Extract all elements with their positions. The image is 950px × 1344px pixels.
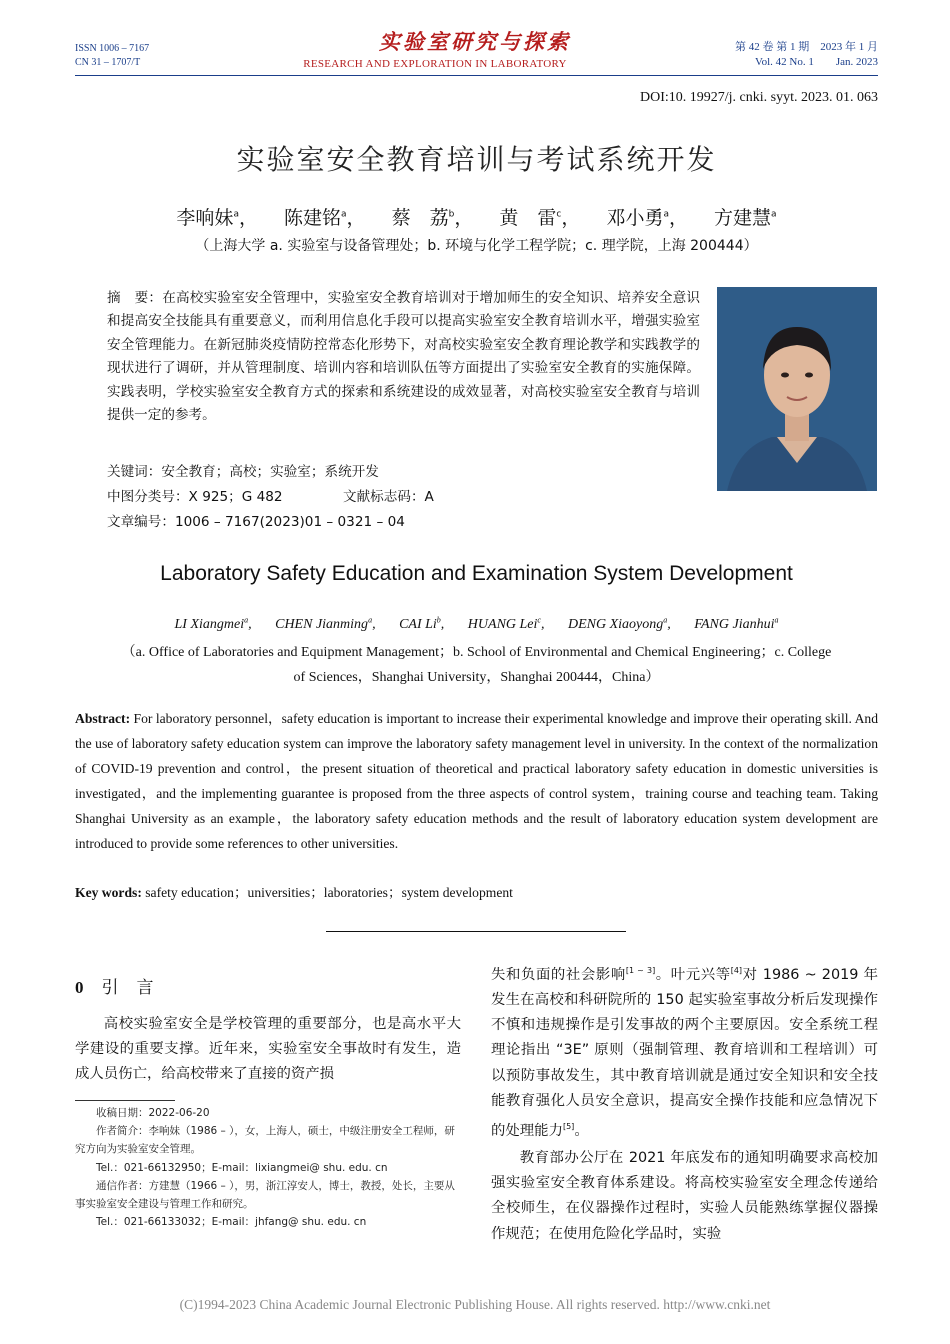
author-cn: 蔡 荔$^b$， — [391, 207, 474, 229]
footnote-corresponding-contact: Tel.：021-66133032；E-mail：jhfang@ shu. edu. cn — [96, 1216, 367, 1229]
keywords-en: Key words: safety education；universities；laboratories；system development — [75, 885, 513, 900]
affiliation-en: （a. Office of Laboratories and Equipment Management；b. School of Environmental and Chemical Engineering；c. College of Sciences，Shanghai University，Shanghai 200444，China） — [121, 645, 832, 685]
keywords-cn: 关键词：安全教育；高校；实验室；系统开发 — [107, 464, 379, 480]
citation[interactable]: [5] — [562, 1122, 575, 1132]
footnote-rule — [75, 1100, 175, 1101]
document-code: 文献标志码：A — [343, 489, 434, 505]
paper-title-en: Laboratory Safety Education and Examination System Development — [160, 562, 793, 585]
issn-block — [75, 42, 149, 70]
abstract-cn-label: 摘 要： — [107, 290, 163, 306]
body-paragraph-left: 高校实验室安全是学校管理的重要部分，也是高水平大学建设的重要支撑。近年来，实验室安全事故时有发生，造成人员伤亡，给高校带来了直接的资产损 — [75, 1016, 461, 1083]
body-column-right — [491, 958, 878, 1247]
author-en: DENG Xiaoyong$^a$, — [567, 615, 671, 632]
body-paragraph: 失和负面的社会影响[1 ~ 3]。叶元兴等[4]对 1986 ~ 2019 年发生在高校和科研院所的 150 起实验室事故分析后发现操作不慎和违规操作是引发事故的两个主要原因。安全系统工程理论指出 “3E” 原则（强制管理、教育培训和工程培训）可以预防事故发生，其中教育培训就是通过安全知识和安全技能教育强化人员安全意识，提高安全操作技能和应急情况下的处理能力[5]。 — [491, 966, 878, 1139]
citation[interactable]: [1 ~ 3] — [625, 966, 656, 975]
abstract-cn-text: 在高校实验室安全管理中，实验室安全教育培训对于增加师生的安全知识、培养安全意识和提高安全技能具有重要意义，而利用信息化手段可以提高实验室安全教育培训水平，增强实验室安全管理能力。在新冠肺炎疫情防控常态化形势下，对高校实验室安全教育理论教学和实践教学的现状进行了调研，并从管理制度、培训内容和培训队伍等方面提出了实验室安全教育的实施保障。实践表明，学校实验室安全教育方式的探索和系统建设的成效显著，对高校实验室安全教育与培训提供一定的参考。 — [107, 290, 701, 424]
abstract-en-label: Abstract — [75, 711, 126, 726]
journal-title-en: RESEARCH AND EXPLORATION IN LABORATORY — [303, 58, 567, 70]
author-en: CAI Li$^b$, — [399, 615, 445, 632]
author-list-cn — [75, 203, 878, 230]
author-list-en — [75, 615, 878, 633]
footnote-author-bio: 作者简介：李响妹（1986 – ），女，上海人，硕士，中级注册安全工程师，研究方向为实验室安全管理。 — [75, 1125, 455, 1156]
volume-block — [700, 40, 878, 70]
author-cn: 李响妹$^a$， — [176, 207, 258, 229]
issn: ISSN 1006 – 7167 — [75, 43, 150, 54]
author-cn: 陈建铭$^a$， — [284, 207, 366, 229]
keywords-en-text: safety education；universities；laboratories；system development — [145, 885, 513, 900]
section-divider — [326, 931, 626, 932]
article-number: 文章编号：1006 – 7167(2023)01 – 0321 – 04 — [107, 514, 405, 530]
footnote-author-contact: Tel.：021-66132950；E-mail：lixiangmei@ shu. edu. cn — [96, 1161, 388, 1174]
body-paragraph: 教育部办公厅在 2021 年底发布的通知明确要求高校加强实验室安全教育体系建设。将高校实验室安全理念传递给全校师生，在仪器操作过程时，实验人员能熟练掌握仪器操作规范；在使用危险化学品时，实验 — [491, 1150, 878, 1242]
author-cn: 邓小勇$^a$， — [606, 207, 688, 229]
author-en: CHEN Jianming$^a$, — [275, 615, 376, 632]
clc-number: 中图分类号：X 925；G 482 — [107, 489, 283, 505]
footnote-received: 收稿日期：2022-06-20 — [96, 1107, 210, 1119]
keywords-en-label: Key words — [75, 885, 138, 900]
author-photo — [717, 287, 877, 491]
footnotes — [75, 1104, 461, 1231]
doi: DOI:10. 19927/j. cnki. syyt. 2023. 01. 063 — [640, 90, 878, 105]
abstract-cn — [107, 287, 700, 427]
section-heading — [75, 973, 172, 998]
abstract-en: Abstract: For laboratory personnel，safety education is important to increase their experimental knowledge and improve their operating skill. And the use of laboratory safety education system can improve the laboratory safety management level in university. In the context of the normalization of COVID-19 prevention and control，the present situation of theoretical and practical laboratory safety education in domestic universities is investigated，and the implementing guarantee is proposed from the three aspects of control system，training course and teaching team. Taking Shanghai University as an example，the laboratory safety education methods and the result of laboratory education system development are introduced to provide some references to other universities. — [75, 711, 878, 851]
abstract-en-text: For laboratory personnel，safety education is important to increase their experimental knowledge and improve their operating skill. And the use of laboratory safety education system can improve the laboratory safety management level in university. In the context of the normalization of COVID-19 prevention and control，the present situation of theoretical and practical laboratory safety education in domestic universities is investigated，and the implementing guarantee is proposed from the three aspects of control system，training course and teaching team. Taking Shanghai University as an example，the laboratory safety education methods and the result of laboratory education system development are introduced to provide some references to other universities. — [75, 711, 878, 851]
header-rule — [75, 75, 878, 76]
footnote-corresponding: 通信作者：方建慧（1966 – ），男，浙江淳安人，博士，教授，处长，主要从事实验室安全建设与管理工作和研究。 — [75, 1179, 455, 1211]
author-cn: 方建慧$^a$ — [714, 207, 777, 229]
citation[interactable]: [4] — [730, 966, 743, 975]
author-portrait-illustration — [717, 287, 877, 491]
author-en: LI Xiangmei$^a$, — [174, 615, 252, 632]
author-en: FANG Jianhui$^a$ — [694, 615, 779, 632]
cn-number: CN 31 – 1707/T — [75, 57, 141, 68]
author-cn: 黄 雷$^c$， — [499, 207, 581, 229]
volume-en: Vol. 42 No. 1 Jan. 2023 — [755, 56, 878, 68]
author-en: HUANG Lei$^c$, — [467, 615, 545, 632]
section-title: 引言 — [101, 978, 172, 998]
section-number: 0 — [75, 978, 84, 997]
volume-cn: 第 42 卷 第 1 期 2023 年 1 月 — [735, 41, 878, 53]
journal-title-cn: 实验室研究与探索 — [379, 29, 571, 54]
copyright-footer: (C)1994-2023 China Academic Journal Electronic Publishing House. All rights reserved. http://www.cnki.net — [179, 1297, 771, 1312]
affiliation-cn: （上海大学 a. 实验室与设备管理处；b. 环境与化学工程学院；c. 理学院，上海 200444） — [195, 238, 758, 254]
paper-title-cn: 实验室安全教育培训与考试系统开发 — [236, 143, 717, 176]
